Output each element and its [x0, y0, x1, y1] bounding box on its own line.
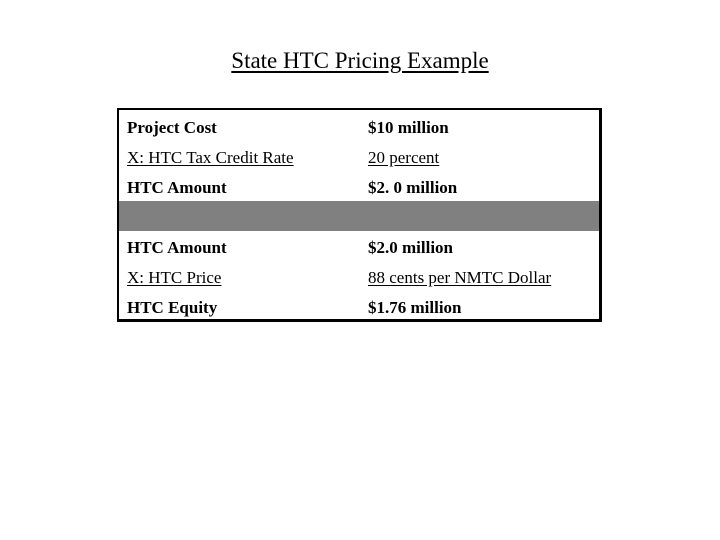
row-value: 20 percent	[368, 148, 440, 167]
table-row-project-cost	[119, 113, 599, 143]
table-row-htc-amount	[119, 173, 599, 203]
separator-row	[119, 201, 599, 231]
row-label: HTC Amount	[127, 238, 227, 257]
table-row-tax-credit-rate	[119, 143, 599, 173]
row-label: HTC Amount	[127, 178, 227, 197]
slide-title: State HTC Pricing Example	[231, 48, 489, 73]
row-value: 88 cents per NMTC Dollar	[368, 268, 552, 287]
row-label: X: HTC Price	[127, 268, 222, 287]
table-row-htc-equity	[119, 293, 599, 323]
row-value: $1.76 million	[368, 298, 462, 317]
table-row-htc-amount-2	[119, 233, 599, 263]
row-value: $10 million	[368, 118, 449, 137]
row-value: $2. 0 million	[368, 178, 458, 197]
table-row-htc-price	[119, 263, 599, 293]
row-value: $2.0 million	[368, 238, 454, 257]
row-label: HTC Equity	[127, 298, 218, 317]
row-label: Project Cost	[127, 118, 217, 137]
row-label: X: HTC Tax Credit Rate	[127, 148, 294, 167]
pricing-table	[117, 108, 602, 322]
